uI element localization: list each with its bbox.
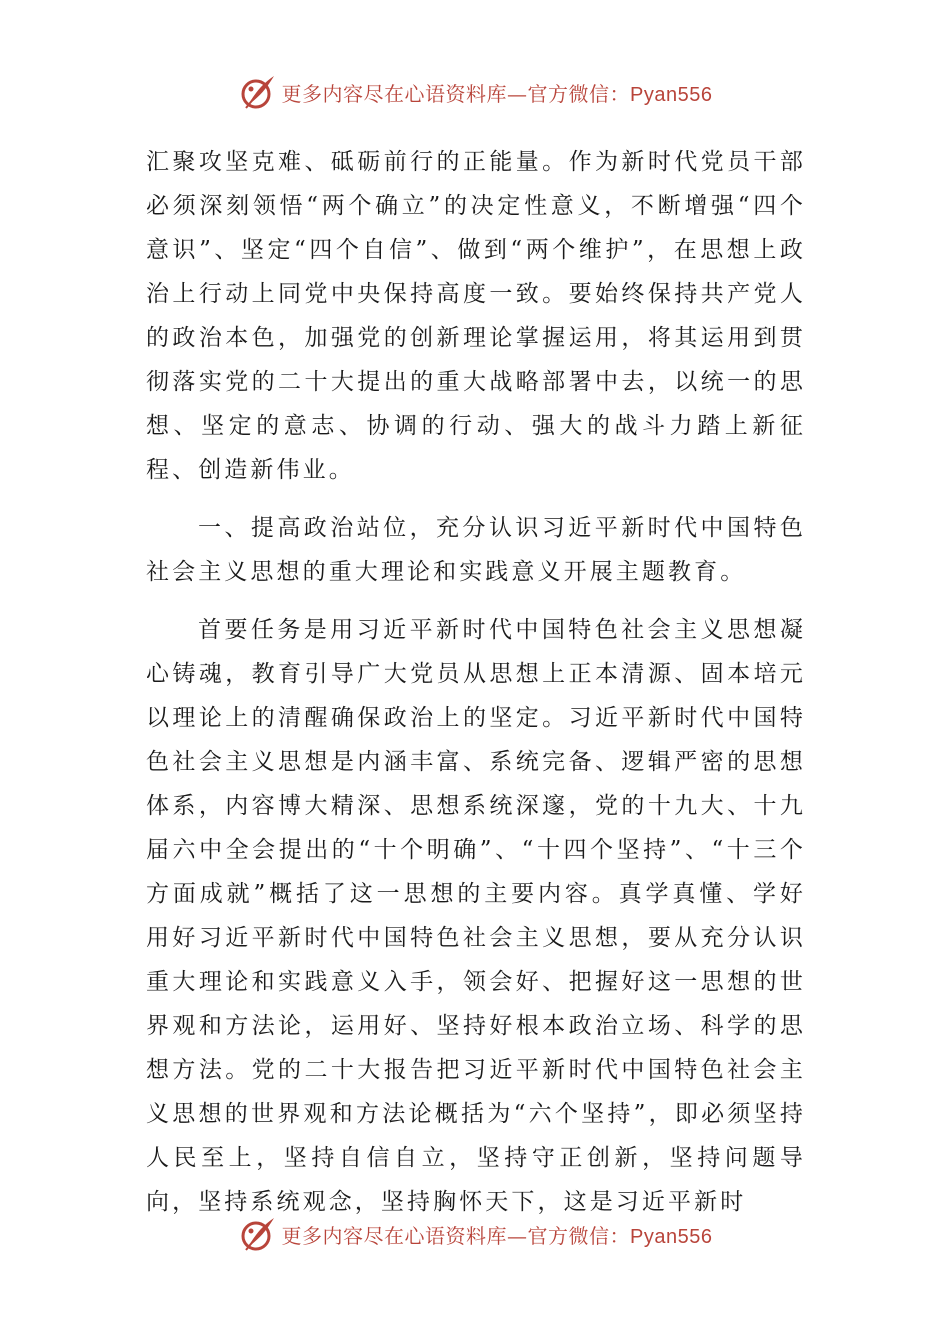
paragraph-1: 汇聚攻坚克难、砥砺前行的正能量。作为新时代党员干部必须深刻领悟“两个确立”的决定性意义，不断增强“四个意识”、坚定“四个自信”、做到“两个维护”，在思想上政治上行动上同党中央保持高度一致。要始终保持共产党人的政治本色，加强党的创新理论掌握运用，将其运用到贯彻落实党的二十大提出的重大战略部署中去，以统一的思想、坚定的意志、协调的行动、强大的战斗力踏上新征程、创造新伟业。 <box>146 149 806 483</box>
section-heading: 一、提高政治站位，充分认识习近平新时代中国特色社会主义思想的重大理论和实践意义开展主题教育。 <box>146 515 806 585</box>
quill-feather-logo-icon <box>238 1214 278 1254</box>
document-body <box>146 140 806 1224</box>
header-watermark <box>0 70 950 114</box>
footer-watermark <box>0 1212 950 1256</box>
paragraph-2: 首要任务是用习近平新时代中国特色社会主义思想凝心铸魂，教育引导广大党员从思想上正本清源、固本培元以理论上的清醒确保政治上的坚定。习近平新时代中国特色社会主义思想是内涵丰富、系统完备、逻辑严密的思想体系，内容博大精深、思想系统深邃，党的十九大、十九届六中全会提出的“十个明确”、“十四个坚持”、“十三个方面成就”概括了这一思想的主要内容。真学真懂、学好用好习近平新时代中国特色社会主义思想，要从充分认识重大理论和实践意义入手，领会好、把握好这一思想的世界观和方法论，运用好、坚持好根本政治立场、科学的思想方法。党的二十大报告把习近平新时代中国特色社会主义思想的世界观和方法论概括为“六个坚持”，即必须坚持人民至上，坚持自信自立，坚持守正创新，坚持问题导向，坚持系统观念，坚持胸怀天下，这是习近平新时 <box>146 617 806 1215</box>
quill-feather-logo-icon <box>238 72 278 112</box>
watermark-text: 更多内容尽在心语资料库—官方微信：Pyan556 <box>281 81 713 106</box>
watermark-text: 更多内容尽在心语资料库—官方微信：Pyan556 <box>281 1223 713 1248</box>
